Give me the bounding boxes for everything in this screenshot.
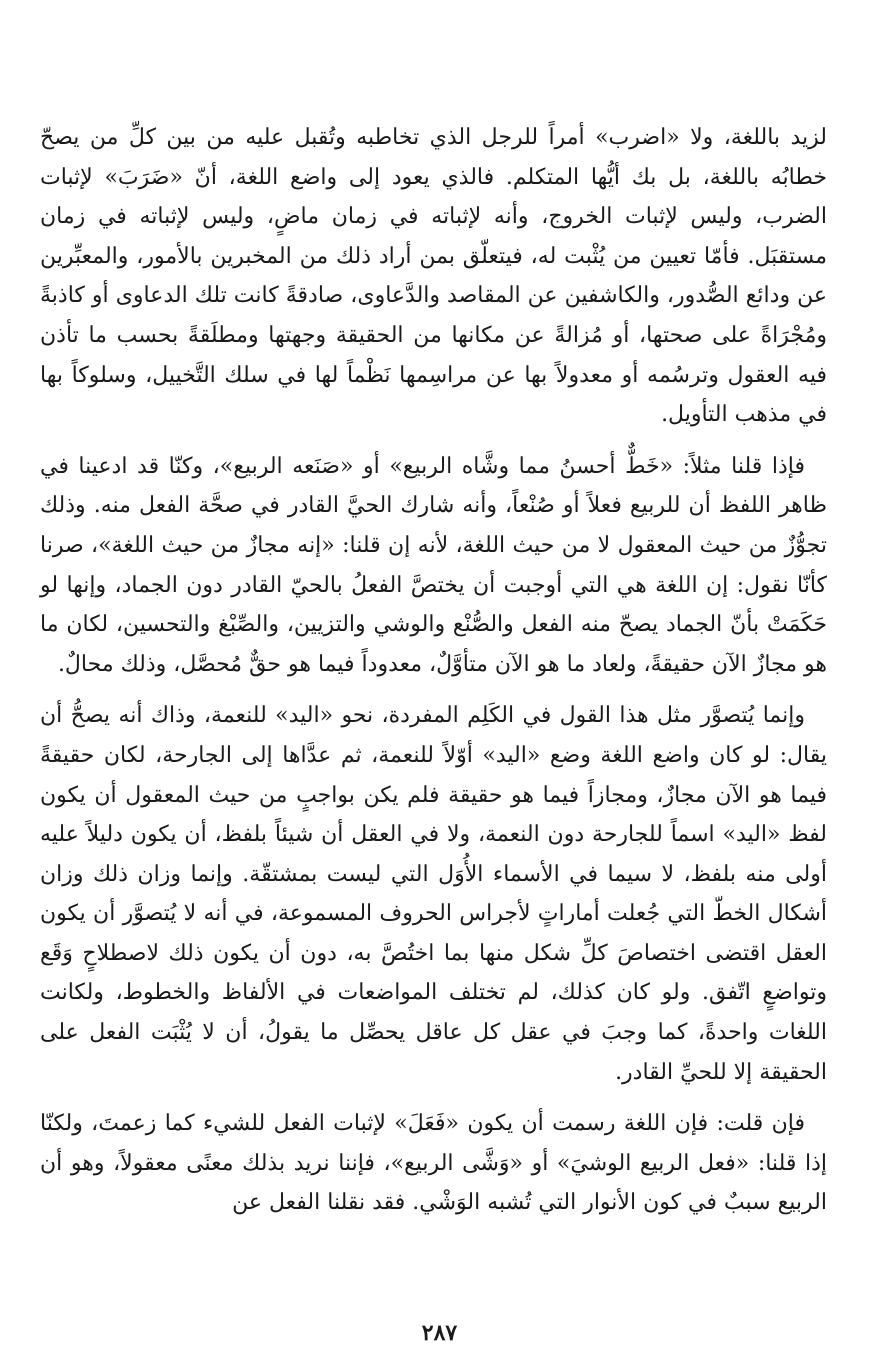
paragraph-2: فإذا قلنا مثلاً: «خَطٌّ أحسنُ مما وشَّاه الربيع» أو «صَنَعه الربيع»، وكنّا قد ادعينا في ظاهر اللفظ أن للربيع فعلاً أو صُنْعاً، وأنه شارك الحيَّ القادر في صحَّة الفعل منه. وذلك تجوُّزٌ من حيث المعقول لا من حيث اللغة، لأنه إن قلنا: «إنه مجازٌ من حيث اللغة»، صرنا كأنّا نقول: إن اللغة هي التي أوجبت أن يختصَّ الفعلُ بالحيّ القادر دون الجماد، وإنها لو حَكَمَتْ بأنّ الجماد يصحّ منه الفعل والصُّنْع والوشي والتزيين، والصِّبْغ والتحسين، لكان ما هو مجازٌ الآن حقيقةً، ولعاد ما هو الآن متأوَّلٌ، معدوداً فيما هو حقٌّ مُحصَّل، وذلك محالٌ. (40, 453, 827, 677)
paragraph-3: وإنما يُتصوَّر مثل هذا القول في الكَلِم المفردة، نحو «اليد» للنعمة، وذاك أنه يصحُّ أن يقال: لو كان واضع اللغة وضع «اليد» أوّلاً للنعمة، ثم عدَّاها إلى الجارحة، لكان حقيقةً فيما هو الآن مجازٌ، ومجازاً فيما هو حقيقة فلم يكن بواجبٍ من حيث المعقول أن يكون لفظ «اليد» اسماً للجارحة دون النعمة، ولا في العقل أن شيئاً بلفظ، أن يكون دليلاً عليه أولى منه بلفظ، لا سيما في الأسماء الأُوَل التي ليست بمشتقّة. وإنما وزان ذلك وزان أشكال الخطّ التي جُعلت أماراتٍ لأجراس الحروف المسموعة، في أنه لا يُتصوَّر أن يكون العقل اقتضى اختصاصَ كلِّ شكل منها بما اختُصَّ به، دون أن يكون ذلك لاصطلاحٍ وَقَع وتواضعٍ اتّفق. ولو كان كذلك، لم تختلف المواضعات في الألفاظ والخطوط، ولكانت اللغات واحدةً، كما وجبَ في عقل كل عاقل يحصِّل ما يقولُ، أن لا يُثْبَت الفعل على الحقيقة إلا للحيِّ القادر. (40, 703, 827, 1085)
page-number: ٢٨٧ (421, 1320, 458, 1346)
paragraph-1: لزيد باللغة، ولا «اضرب» أمراً للرجل الذي تخاطبه وتُقبل عليه من بين كلِّ من يصحّ خطابُه باللغة، بل بك أيُّها المتكلم. فالذي يعود إلى واضع اللغة، أنّ «ضَرَبَ» لإثبات الضرب، وليس لإثبات الخروج، وأنه لإثباته في زمان ماضٍ، وليس لإثباته في زمان مستقبَل. فأمّا تعيين من يُثْبت له، فيتعلّق بمن أراد ذلك من المخبرين بالأمور، والمعبِّرين عن ودائع الصُّدور، والكاشفين عن المقاصد والدَّعاوى، صادقةً كانت تلك الدعاوى أو كاذبةً ومُجْرَاةً على صحتها، أو مُزالةً عن مكانها من الحقيقة وجهتها ومطلَقةً بحسب ما تأذن فيه العقول وترسُمه أو معدولاً بها عن مراسِمها نَظْماً لها في سلك التَّخييل، وسلوكاً بها في مذهب التأويل. (40, 125, 827, 428)
paragraph-4: فإن قلت: فإن اللغة رسمت أن يكون «فَعَلَ» لإثبات الفعل للشيء كما زعمتَ، ولكنّا إذا قلنا: «فعل الربيع الوشيَ» أو «وَشَّى الربيع»، فإننا نريد بذلك معنًى معقولاً، وهو أن الربيع سببٌ في كون الأنوار التي تُشبه الوَشْي. فقد نقلنا الفعل عن (40, 1111, 827, 1216)
body-text (40, 118, 827, 1235)
